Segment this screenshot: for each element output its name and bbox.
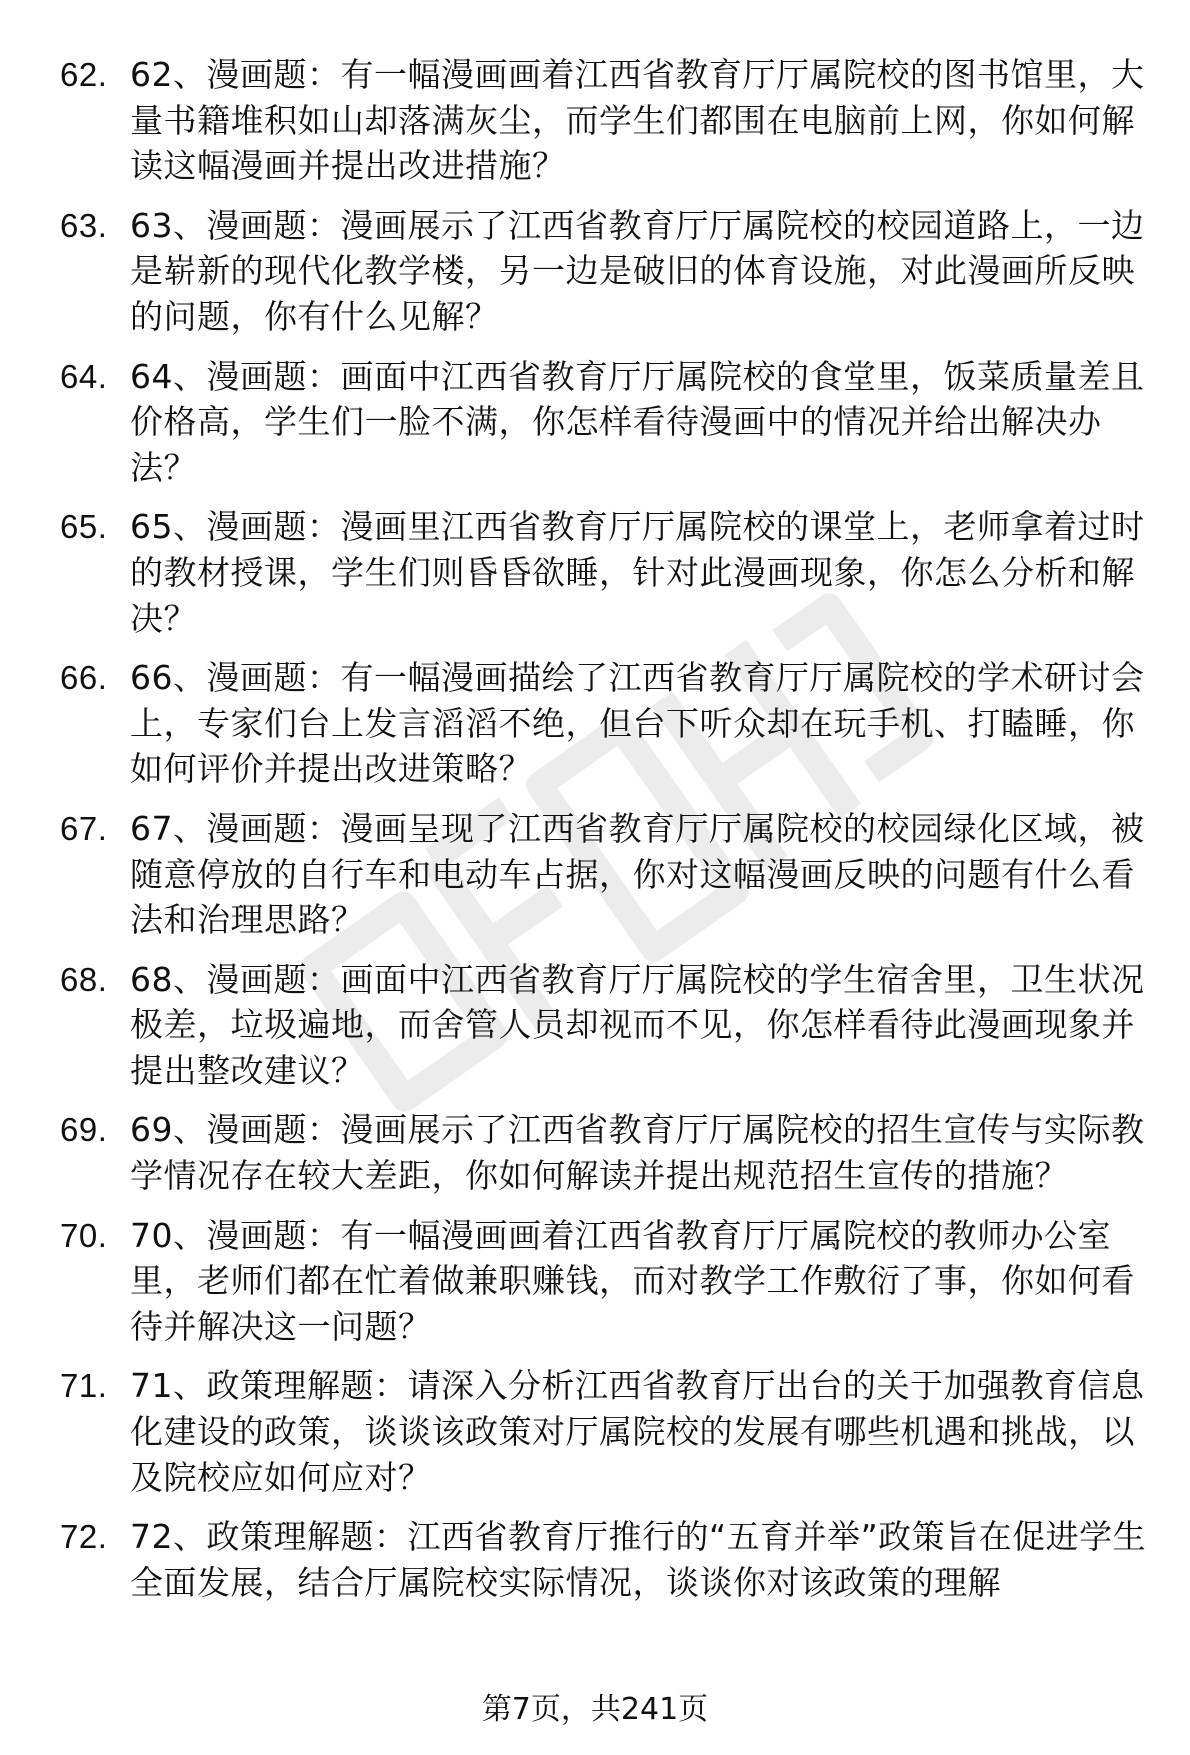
question-item [60, 52, 1150, 189]
page-footer [0, 1692, 1190, 1728]
question-number: 66. [60, 659, 108, 697]
question-text: 67、漫画题：漫画呈现了江西省教育厅厅属院校的校园绿化区域，被随意停放的自行车和电动车占据，你对这幅漫画反映的问题有什么看法和治理思路？ [130, 808, 1145, 940]
question-text: 68、漫画题：画面中江西省教育厅厅属院校的学生宿舍里，卫生状况极差，垃圾遍地，而舍管人员却视而不见，你怎样看待此漫画现象并提出整改建议？ [130, 959, 1145, 1090]
question-number: 63. [60, 206, 108, 244]
question-text: 65、漫画题：漫画里江西省教育厅厅属院校的课堂上，老师拿着过时的教材授课，学生们则昏昏欲睡，针对此漫画现象，你怎么分析和解决？ [130, 507, 1145, 638]
question-item [60, 806, 1150, 943]
question-number: 68. [60, 960, 108, 998]
question-number: 67. [60, 809, 108, 847]
page-number-label: 第7页，共241页 [481, 1692, 709, 1727]
question-list [60, 52, 1150, 1619]
question-item [60, 655, 1150, 792]
question-item [60, 1514, 1150, 1605]
question-number: 71. [60, 1367, 108, 1405]
question-item [60, 1107, 1150, 1198]
question-item [60, 504, 1150, 641]
question-text: 64、漫画题：画面中江西省教育厅厅属院校的食堂里，饭菜质量差且价格高，学生们一脸不满，你怎样看待漫画中的情况并给出解决办法？ [130, 356, 1145, 487]
question-number: 70. [60, 1216, 108, 1254]
question-text: 70、漫画题：有一幅漫画画着江西省教育厅厅属院校的教师办公室里，老师们都在忙着做兼职赚钱，而对教学工作敷衍了事，你如何看待并解决这一问题？ [130, 1215, 1135, 1346]
question-number: 72. [60, 1518, 108, 1556]
question-item [60, 354, 1150, 491]
question-number: 64. [60, 357, 108, 395]
question-item [60, 1213, 1150, 1350]
question-text: 66、漫画题：有一幅漫画描绘了江西省教育厅厅属院校的学术研讨会上，专家们台上发言滔滔不绝，但台下听众却在玩手机、打瞌睡，你如何评价并提出改进策略？ [130, 658, 1145, 789]
question-number: 65. [60, 508, 108, 546]
question-text: 69、漫画题：漫画展示了江西省教育厅厅属院校的招生宣传与实际教学情况存在较大差距，你如何解读并提出规范招生宣传的措施？ [130, 1110, 1145, 1196]
question-text: 62、漫画题：有一幅漫画画着江西省教育厅厅属院校的图书馆里，大量书籍堆积如山却落满灰尘，而学生们都围在电脑前上网，你如何解读这幅漫画并提出改进措施？ [130, 55, 1145, 186]
question-number: 69. [60, 1111, 108, 1149]
question-item [60, 957, 1150, 1094]
question-item [60, 203, 1150, 340]
question-item [60, 1363, 1150, 1500]
question-text: 63、漫画题：漫画展示了江西省教育厅厅属院校的校园道路上，一边是崭新的现代化教学楼，另一边是破旧的体育设施，对此漫画所反映的问题，你有什么见解？ [130, 205, 1145, 336]
question-text: 72、政策理解题：江西省教育厅推行的“五育并举”政策旨在促进学生全面发展，结合厅属院校实际情况，谈谈你对该政策的理解 [130, 1517, 1147, 1602]
question-number: 62. [60, 56, 108, 93]
question-text: 71、政策理解题：请深入分析江西省教育厅出台的关于加强教育信息化建设的政策，谈谈该政策对厅属院校的发展有哪些机遇和挑战，以及院校应如何应对？ [130, 1366, 1145, 1497]
